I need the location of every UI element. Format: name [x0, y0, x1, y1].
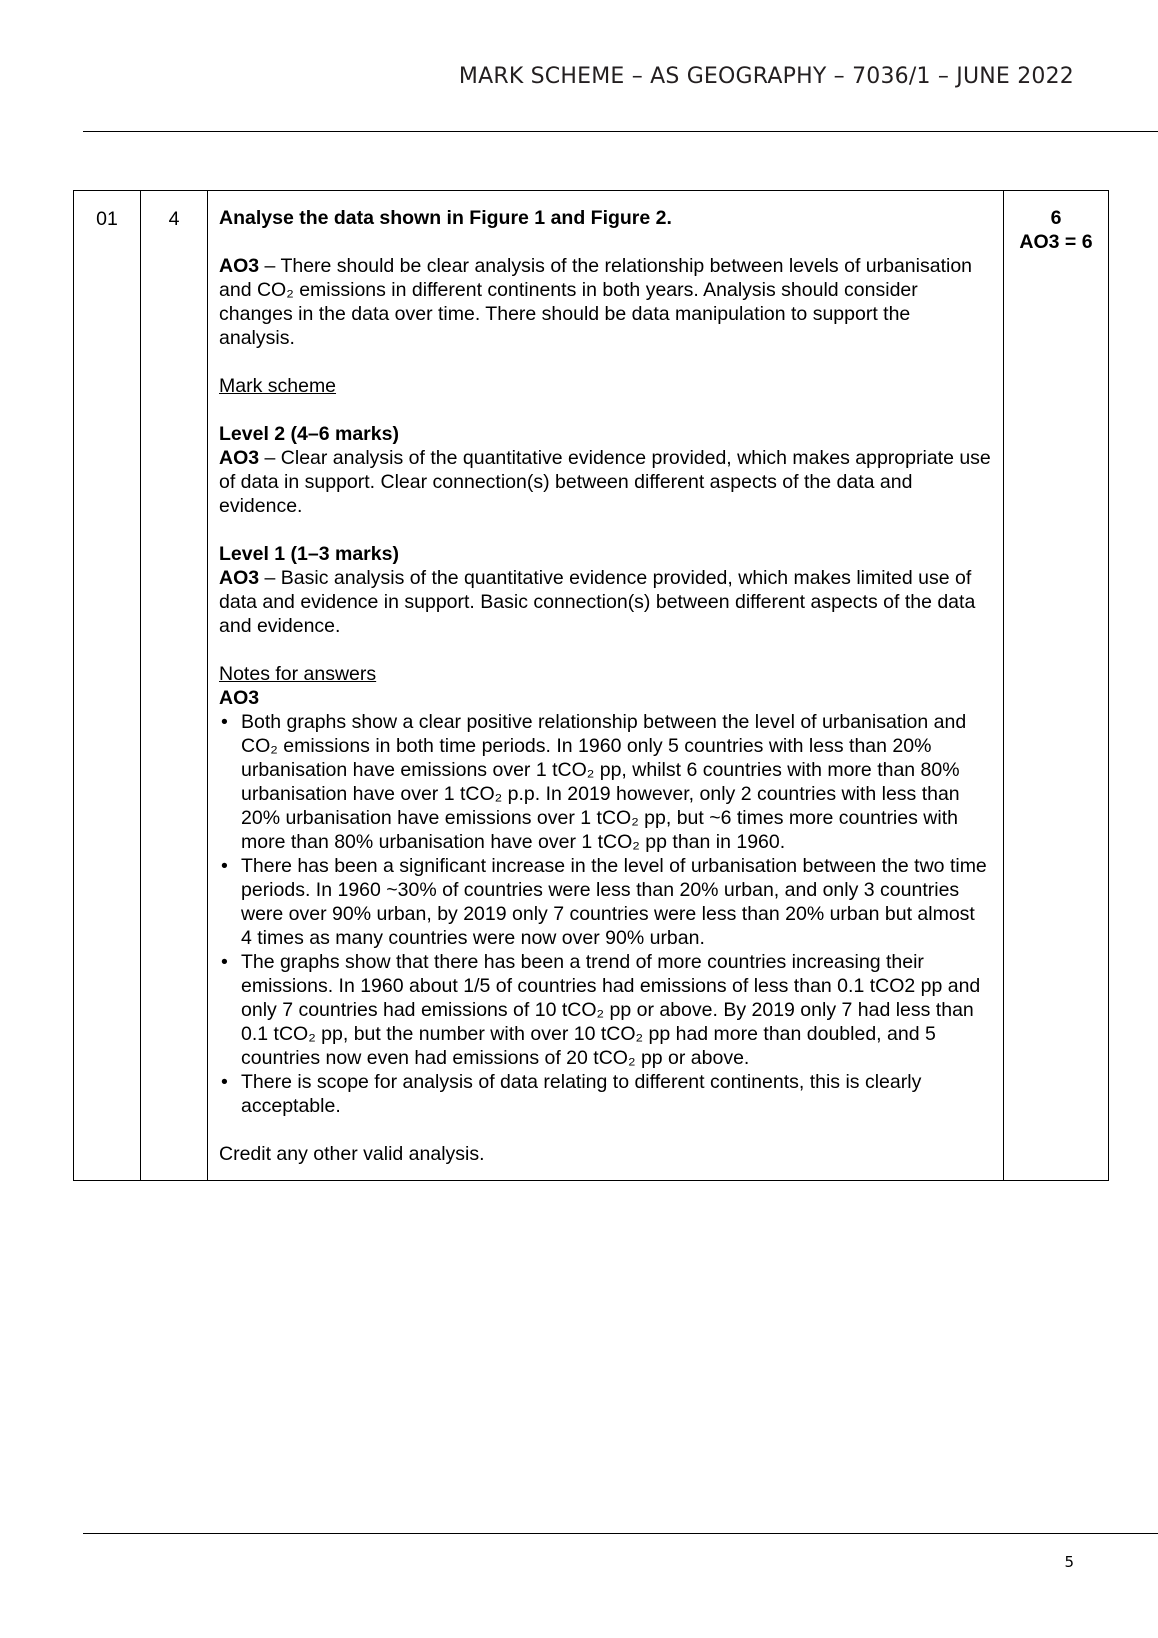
question-part: 4	[141, 191, 208, 1181]
level2-text: – Clear analysis of the quantitative evidence provided, which makes appropriate use of data in support. Clear connection(s) between different aspects of the data and evidence.	[219, 447, 991, 517]
list-item: • There has been a significant increase in the level of urbanisation between the two time periods. In 1960 ~30% of countries were less than 20% urban, and only 3 countries were over 90% urban, by 2019 only 7 countries were less than 20% urban but almost 4 times as many countries were now over 90% urban.	[219, 854, 991, 950]
closing-note: Credit any other valid analysis.	[219, 1143, 485, 1165]
total-marks: 6	[1050, 207, 1062, 229]
mark-scheme-table	[73, 190, 1109, 1181]
level2-descriptor	[219, 446, 991, 518]
level2-label: AO3	[219, 447, 260, 469]
level1-descriptor	[219, 566, 991, 638]
list-item: • Both graphs show a clear positive relationship between the level of urbanisation and CO₂ emissions in both time periods. In 1960 only 5 countries with less than 20% urbanisation have emissions over 1 tCO₂ pp, whilst 6 countries with more than 80% urbanisation have over 1 tCO₂ p.p. In 2019 however, only 2 countries with less than 20% urbanisation have emissions over 1 tCO₂ pp, but ~6 times more countries with more than 80% urbanisation have over 1 tCO₂ pp than in 1960.	[219, 710, 991, 854]
page-number: 5	[1064, 1553, 1074, 1571]
ao3-intro-text: – There should be clear analysis of the relationship between levels of urbanisation and CO₂ emissions in different continents in both years. Analysis should consider changes in the data over time. There should be data manipulation to support the analysis.	[219, 255, 973, 349]
list-item: • There is scope for analysis of data relating to different continents, this is clearly acceptable.	[219, 1070, 991, 1118]
document-header-title: MARK SCHEME – AS GEOGRAPHY – 7036/1 – JUNE 2022	[458, 64, 1074, 89]
notes-list	[219, 710, 991, 1118]
list-item: • The graphs show that there has been a trend of more countries increasing their emissions. In 1960 about 1/5 of countries had emissions of less than 0.1 tCO2 pp and only 7 countries had emissions of 10 tCO₂ pp or above. By 2019 only 7 had less than 0.1 tCO₂ pp, but the number with over 10 tCO₂ pp had more than doubled, and 5 countries now even had emissions of 20 tCO₂ pp or above.	[219, 950, 991, 1070]
ao3-intro-label: AO3	[219, 255, 260, 277]
level2-heading: Level 2 (4–6 marks)	[219, 423, 399, 445]
question-title: Analyse the data shown in Figure 1 and Figure 2.	[219, 207, 672, 229]
mark-scheme-heading: Mark scheme	[219, 375, 337, 397]
level1-label: AO3	[219, 567, 260, 589]
table-row	[74, 191, 1109, 1181]
footer-rule	[83, 1533, 1158, 1534]
level1-text: – Basic analysis of the quantitative evidence provided, which makes limited use of data and evidence in support. Basic connection(s) between different aspects of the data and evidence.	[219, 567, 976, 637]
notes-ao-label: AO3	[219, 687, 260, 709]
notes-heading: Notes for answers	[219, 663, 377, 685]
ao-marks: AO3 = 6	[1019, 231, 1093, 253]
level1-heading: Level 1 (1–3 marks)	[219, 543, 399, 565]
header-rule	[83, 131, 1158, 132]
question-number: 01	[74, 191, 141, 1181]
ao3-intro	[219, 254, 991, 350]
marks-cell	[1004, 191, 1109, 1181]
question-content	[208, 191, 1004, 1181]
